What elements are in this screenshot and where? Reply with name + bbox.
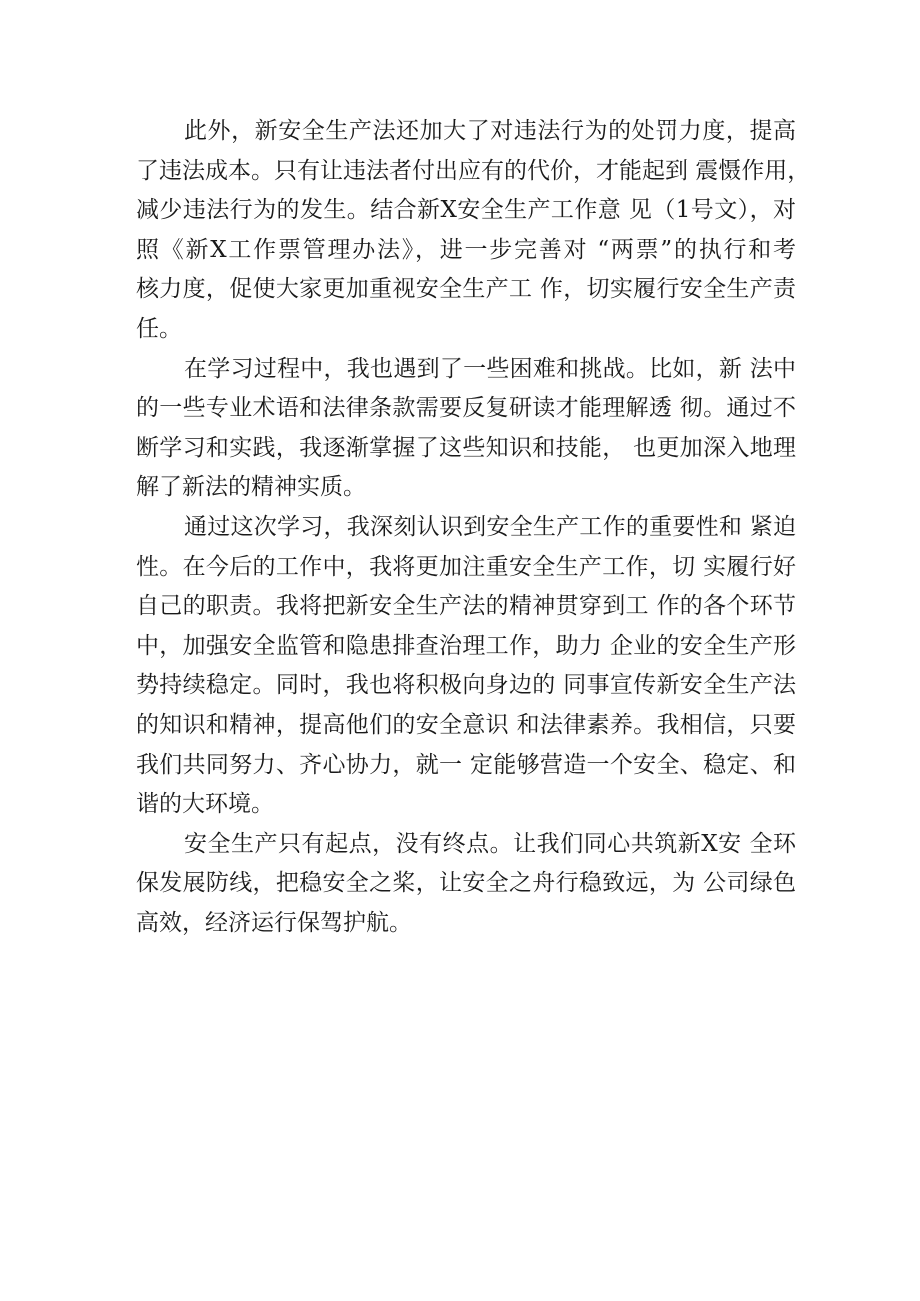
text-line: 的知识和精神，提高他们的安全意识 和法律素养。我相信，只要 <box>136 711 796 738</box>
text-line: 核力度，促使大家更加重视安全生产工 作，切实履行安全生产责 <box>136 276 796 303</box>
text-line: 减少违法行为的发生。结合新X安全生产工作意 见（1号文），对 <box>136 197 796 224</box>
text-line: 谐的大环境。 <box>136 791 274 818</box>
text-line: 保发展防线，把稳安全之桨，让安全之舟行稳致远，为 公司绿色 <box>136 870 796 897</box>
text-line: 安全生产只有起点，没有终点。让我们同心共筑新X安 全环 <box>184 830 796 857</box>
text-line: 的一些专业术语和法律条款需要反复研读才能理解透 彻。通过不 <box>136 395 796 422</box>
text-line: 自己的职责。我将把新安全生产法的精神贯穿到工 作的各个环节 <box>136 593 796 620</box>
text-line: 照《新X工作票管理办法》，进一步完善对 “两票”的执行和考 <box>136 236 796 263</box>
paragraph-penalties <box>136 112 811 350</box>
document-body <box>136 112 811 943</box>
text-line: 在学习过程中，我也遇到了一些困难和挑战。比如，新 法中 <box>184 355 796 382</box>
paragraph-commitment <box>136 508 796 825</box>
text-line: 通过这次学习，我深刻认识到安全生产工作的重要性和 紧迫 <box>184 513 796 540</box>
paragraph-challenges <box>136 350 796 508</box>
text-line: 性。在今后的工作中，我将更加注重安全生产工作，切 实履行好 <box>136 553 796 580</box>
text-line: 断学习和实践，我逐渐掌握了这些知识和技能， 也更加深入地理 <box>136 434 796 461</box>
text-line: 我们共同努力、齐心协力，就一 定能够营造一个安全、稳定、和 <box>136 751 796 778</box>
paragraph-closing <box>136 825 796 944</box>
text-line: 解了新法的精神实质。 <box>136 474 366 501</box>
text-line: 高效，经济运行保驾护航。 <box>136 909 412 936</box>
text-line: 了违法成本。只有让违法者付出应有的代价，才能起到 震慑作用， <box>136 157 811 184</box>
text-line: 此外，新安全生产法还加大了对违法行为的处罚力度，提高 <box>184 118 796 144</box>
text-line: 中，加强安全监管和隐患排查治理工作，助力 企业的安全生产形 <box>136 632 796 659</box>
text-line: 势持续稳定。同时，我也将积极向身边的 同事宣传新安全生产法 <box>136 672 796 699</box>
text-line: 任。 <box>136 315 182 342</box>
